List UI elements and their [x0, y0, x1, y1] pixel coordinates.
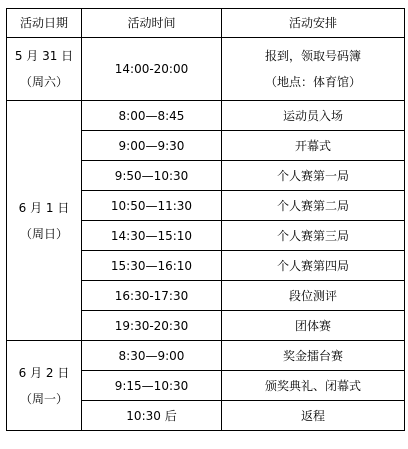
date-cell-day2	[7, 101, 82, 341]
weekday-text: （周日）	[19, 226, 68, 241]
time-cell: 10:50—11:30	[82, 191, 222, 221]
activity-cell: 颁奖典礼、闭幕式	[222, 371, 405, 401]
activity-cell	[222, 38, 405, 101]
time-cell: 14:30—15:10	[82, 221, 222, 251]
header-row	[7, 9, 405, 38]
time-cell: 10:30 后	[82, 401, 222, 431]
date-text: 5 月 31 日	[14, 49, 74, 63]
activity-cell: 团体赛	[222, 311, 405, 341]
header-activity: 活动安排	[222, 9, 405, 38]
activity-cell: 段位测评	[222, 281, 405, 311]
activity-cell: 个人赛第二局	[222, 191, 405, 221]
table-row	[7, 38, 405, 101]
activity-cell: 开幕式	[222, 131, 405, 161]
time-cell: 15:30—16:10	[82, 251, 222, 281]
weekday-text: （周六）	[19, 75, 68, 89]
time-cell: 14:00-20:00	[82, 38, 222, 101]
time-cell: 19:30-20:30	[82, 311, 222, 341]
header-time: 活动时间	[82, 9, 222, 38]
weekday-text: （周一）	[19, 391, 68, 406]
activity-cell: 个人赛第四局	[222, 251, 405, 281]
time-cell: 9:00—9:30	[82, 131, 222, 161]
time-cell: 16:30-17:30	[82, 281, 222, 311]
date-text: 6 月 2 日	[18, 365, 70, 380]
table-row	[7, 341, 405, 371]
time-cell: 9:50—10:30	[82, 161, 222, 191]
activity-text: 报到，领取号码簿	[264, 49, 361, 63]
activity-cell: 运动员入场	[222, 101, 405, 131]
header-date: 活动日期	[7, 9, 82, 38]
activity-cell: 个人赛第三局	[222, 221, 405, 251]
date-cell-day3	[7, 341, 82, 431]
time-cell: 8:30—9:00	[82, 341, 222, 371]
schedule-table	[6, 8, 405, 431]
table-row	[7, 101, 405, 131]
location-text: （地点：体育馆）	[264, 75, 361, 89]
activity-cell: 个人赛第一局	[222, 161, 405, 191]
time-cell: 8:00—8:45	[82, 101, 222, 131]
time-cell: 9:15—10:30	[82, 371, 222, 401]
date-text: 6 月 1 日	[18, 200, 70, 215]
activity-cell: 返程	[222, 401, 405, 431]
activity-cell: 奖金擂台赛	[222, 341, 405, 371]
date-cell-day1	[7, 38, 82, 101]
